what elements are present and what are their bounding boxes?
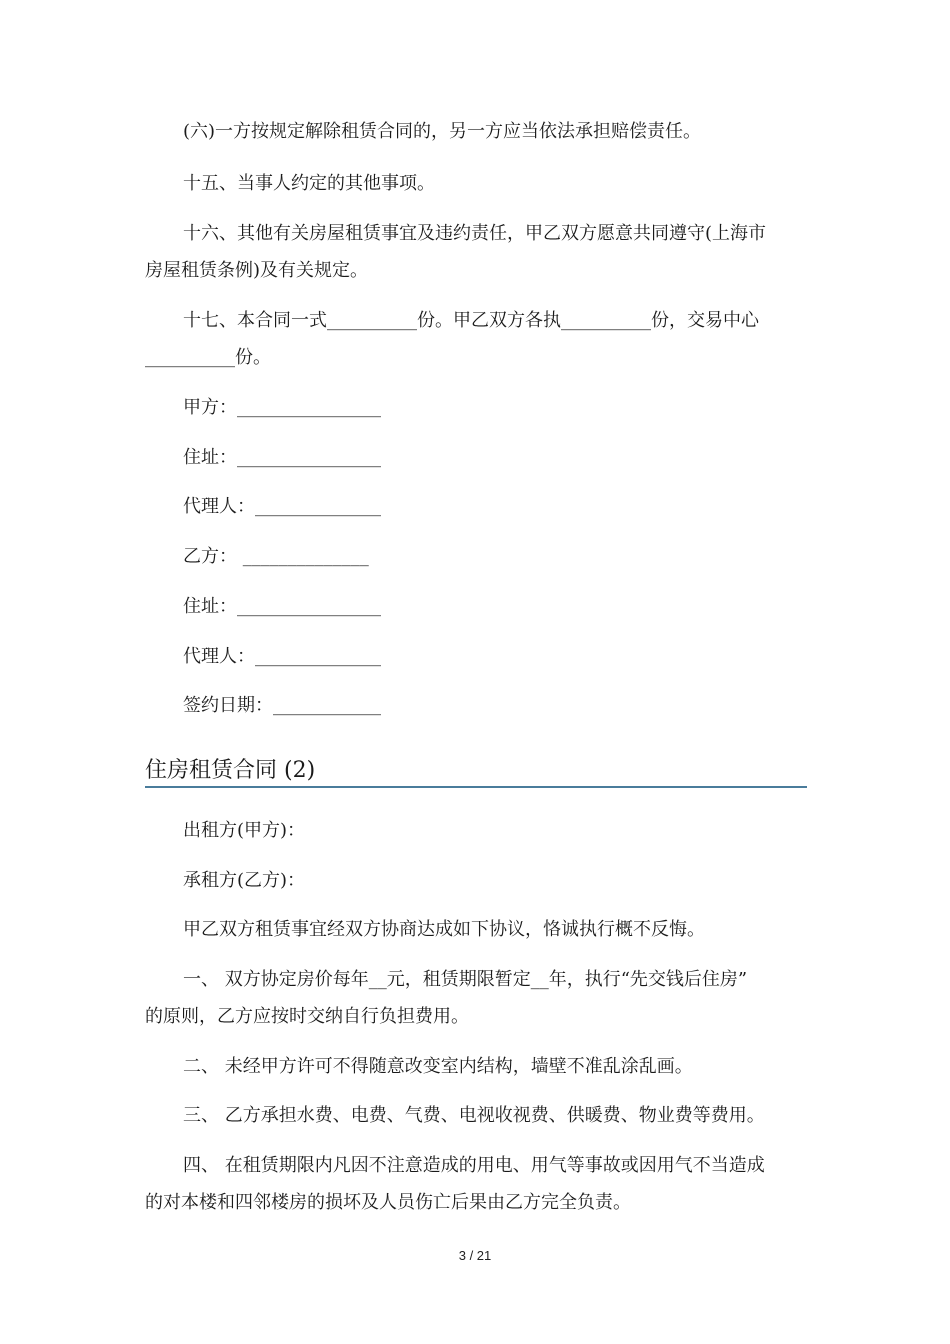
- party-b-address-field: 住址：________________: [183, 596, 381, 617]
- term-1-text-cont: 的原则，乙方应按时交纳自行负担费用。: [145, 1006, 469, 1027]
- term-4-text: 四、 在租赁期限内凡因不注意造成的用电、用气等事故或因用气不当造成: [183, 1155, 765, 1176]
- term-4-text-cont: 的对本楼和四邻楼房的损坏及人员伤亡后果由乙方完全负责。: [145, 1192, 631, 1213]
- clause-6-text: (六)一方按规定解除租赁合同的，另一方应当依法承担赔偿责任。: [183, 121, 702, 142]
- party-b-field: 乙方： ______________: [183, 546, 369, 567]
- term-1-text: 一、 双方协定房价每年__元，租赁期限暂定__年，执行“先交钱后住房”: [183, 969, 748, 990]
- agreement-intro: 甲乙双方租赁事宜经双方协商达成如下协议，恪诚执行概不反悔。: [183, 919, 705, 940]
- party-a-address-field: 住址：________________: [183, 447, 381, 468]
- party-a-field: 甲方：________________: [183, 397, 381, 418]
- clause-16-text: 十六、其他有关房屋租赁事宜及违约责任，甲乙双方愿意共同遵守(上海市: [183, 223, 767, 244]
- section-heading: 住房租赁合同 (2): [145, 758, 316, 783]
- heading-underline: [145, 786, 807, 788]
- lessor-label: 出租方(甲方)：: [183, 820, 306, 841]
- party-b-agent-field: 代理人：______________: [183, 646, 381, 667]
- page-number: 3 / 21: [458, 1248, 492, 1263]
- clause-16-text-cont: 房屋租赁条例)及有关规定。: [145, 260, 369, 281]
- clause-17-text: 十七、本合同一式__________份。甲乙双方各执__________份，交易中心: [183, 310, 759, 331]
- lessee-label: 承租方(乙方)：: [183, 870, 306, 891]
- signing-date-field: 签约日期：____________: [183, 695, 381, 716]
- clause-17-text-cont: __________份。: [145, 347, 271, 368]
- term-3-text: 三、 乙方承担水费、电费、气费、电视收视费、供暖费、物业费等费用。: [183, 1105, 765, 1126]
- clause-15-text: 十五、当事人约定的其他事项。: [183, 173, 435, 194]
- party-a-agent-field: 代理人：______________: [183, 496, 381, 517]
- term-2-text: 二、 未经甲方许可不得随意改变室内结构，墙壁不准乱涂乱画。: [183, 1056, 693, 1077]
